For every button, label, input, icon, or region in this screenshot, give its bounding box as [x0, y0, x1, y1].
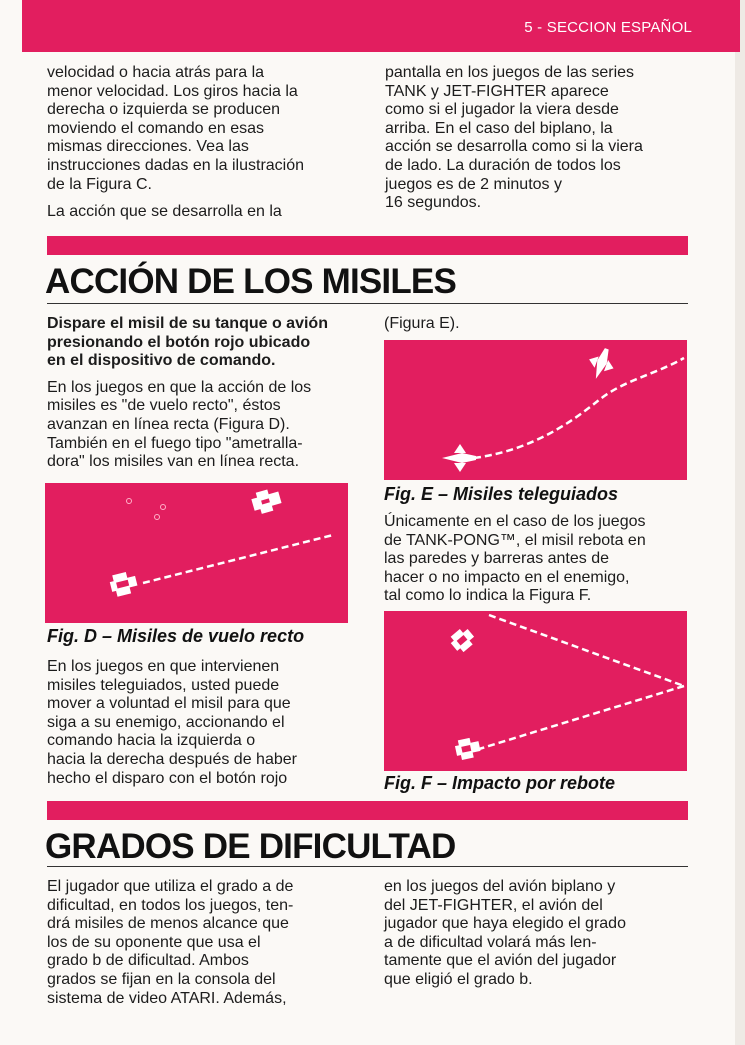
tank-icon [108, 570, 139, 598]
text-line: dificultad, en todos los juegos, ten- [47, 896, 294, 914]
straight-missile-trail [143, 535, 333, 583]
figure-e [384, 340, 687, 480]
text-line: presionando el botón rojo ubicado [47, 333, 311, 351]
figure-e-reference: (Figura E). [384, 315, 460, 332]
text-line: hacia la derecha después de haber [47, 750, 297, 768]
guided-missile-trail [474, 358, 684, 458]
fig-f-caption: Fig. F – Impacto por rebote [384, 773, 616, 793]
text-line: hacer o no impacto en el enemigo, [384, 568, 630, 586]
text-line: hecho el disparo con el botón rojo [47, 769, 288, 787]
text-line: tamente que el avión del jugador [384, 952, 617, 970]
missiles-paragraph-tank-pong [384, 513, 714, 606]
text-line: También en el fuego tipo "ametralla- [47, 434, 303, 452]
jet-fighter-icon [442, 444, 476, 472]
difficulty-right-column [384, 878, 714, 990]
missiles-left-bottom [47, 658, 367, 788]
text-line: pantalla en los juegos de las series [385, 64, 635, 81]
text-line: En los juegos en que intervienen [47, 658, 280, 675]
missiles-paragraph-straight [47, 379, 367, 472]
text-line: comando hacia la izquierda o [47, 732, 256, 750]
rebound-missile-trail [479, 686, 684, 749]
missiles-paragraph-guided [47, 658, 367, 788]
enemy-jet-icon [584, 344, 619, 383]
enemy-tank-icon [454, 736, 482, 761]
missiles-intro-bold [47, 315, 367, 371]
text-line: en los juegos del avión biplano y [384, 878, 616, 895]
text-line: de la Figura C. [47, 175, 152, 193]
text-line: En los juegos en que la acción de los [47, 378, 312, 396]
text-line: sistema de video ATARI. Además, [47, 989, 287, 1007]
text-line: siga a su enemigo, accionando el [47, 713, 285, 731]
text-line: tal como lo indica la Figura F. [384, 587, 592, 605]
text-line: del JET-FIGHTER, el avión del [384, 896, 603, 914]
text-line: moviendo el comando en esas [47, 119, 265, 137]
intro-left-last-line: La acción que se desarrolla en la [47, 203, 282, 221]
enemy-tank-icon [250, 487, 283, 516]
tank-icon [448, 625, 478, 654]
text-line: grados se fijan en la consola del [47, 970, 276, 988]
missiles-left-column [47, 315, 367, 472]
intro-left-column [47, 64, 367, 222]
header-bar [22, 0, 740, 52]
text-line: acción se desarrolla como si la viera [385, 138, 643, 156]
text-line: juegos es de 2 minutos y [385, 175, 562, 193]
section-band-missiles [47, 236, 688, 255]
intro-left-text [47, 64, 367, 194]
figure-f [384, 611, 687, 771]
text-line: grado b de dificultad. Ambos [47, 952, 249, 970]
text-line: de lado. La duración de todos los [385, 156, 621, 174]
section-rule-missiles [47, 303, 688, 304]
text-line: dora" los misiles van en línea recta. [47, 453, 300, 471]
figure-d [45, 483, 348, 623]
difficulty-right-text [384, 878, 714, 990]
missiles-right-paragraph [384, 513, 714, 606]
text-line: mover a voluntad el misil para que [47, 695, 291, 713]
text-line: los de su oponente que usa el [47, 933, 261, 951]
incoming-missile-trail [489, 615, 684, 686]
text-line: Únicamente en el caso de los juegos [384, 513, 646, 530]
text-line: derecha o izquierda se producen [47, 101, 281, 119]
text-line: que eligió el grado b. [384, 970, 533, 988]
text-line: las paredes y barreras antes de [384, 550, 610, 568]
text-line: TANK y JET-FIGHTER aparece [385, 82, 609, 100]
text-line: drá misiles de menos alcance que [47, 915, 289, 933]
text-line: a de dificultad volará más len- [384, 933, 597, 951]
difficulty-left-column [47, 878, 367, 1008]
text-line: mismas direcciones. Vea las [47, 138, 249, 156]
text-line: misiles es "de vuelo recto", éstos [47, 397, 281, 415]
section-title-difficulty: GRADOS DE DIFICULTAD [45, 827, 456, 866]
text-line: como si el jugador la viera desde [385, 101, 619, 119]
page-edge [735, 0, 745, 1045]
text-line: jugador que haya elegido el grado [384, 915, 626, 933]
text-line: en el dispositivo de comando. [47, 352, 276, 370]
section-title-missiles: ACCIÓN DE LOS MISILES [45, 262, 457, 301]
text-line: avanzan en línea recta (Figura D). [47, 415, 290, 433]
section-band-difficulty [47, 801, 688, 820]
text-line: 16 segundos. [385, 194, 482, 212]
fig-d-caption: Fig. D – Misiles de vuelo recto [47, 626, 305, 646]
intro-right-text [385, 64, 715, 213]
intro-right-column [385, 64, 715, 213]
text-line: El jugador que utiliza el grado a de [47, 878, 294, 895]
fig-e-caption: Fig. E – Misiles teleguiados [384, 484, 619, 504]
text-line: menor velocidad. Los giros hacia la [47, 82, 298, 100]
difficulty-left-text [47, 878, 367, 1008]
text-line: velocidad o hacia atrás para la [47, 64, 265, 81]
section-label: 5 - SECCION ESPAÑOL [524, 19, 692, 36]
text-line: Dispare el misil de su tanque o avión [47, 315, 328, 332]
text-line: misiles teleguiados, usted puede [47, 676, 280, 694]
section-rule-difficulty [47, 866, 688, 867]
text-line: instrucciones dadas en la ilustración [47, 156, 305, 174]
text-line: de TANK-PONG™, el misil rebota en [384, 531, 646, 549]
text-line: arriba. En el caso del biplano, la [385, 119, 613, 137]
